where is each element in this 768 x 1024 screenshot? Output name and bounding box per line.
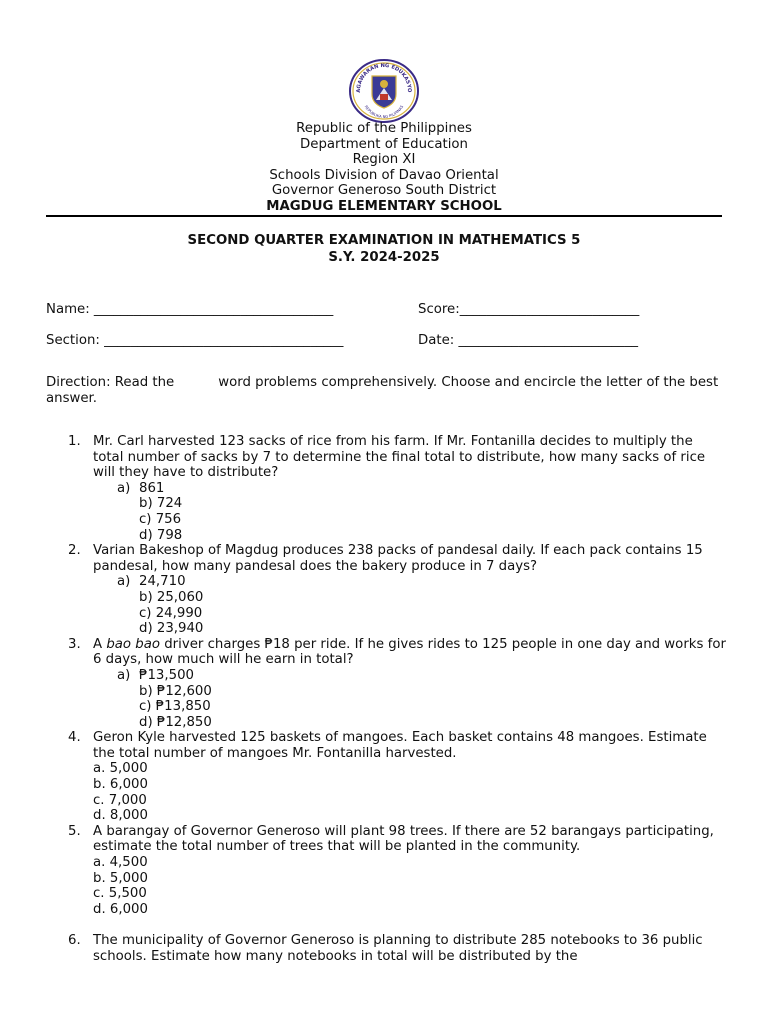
- choice-label: a): [117, 480, 131, 496]
- question-text: Geron Kyle harvested 125 baskets of mangoes. Each basket contains 48 mangoes. Estimate the total number of mangoes Mr. Fontanilla harvested.: [93, 730, 707, 761]
- choice-d[interactable]: d. 6,000: [93, 901, 148, 917]
- direction-text: [46, 375, 726, 406]
- question-6: [46, 933, 726, 964]
- choice-list: [93, 761, 726, 823]
- choice-list: [93, 481, 726, 543]
- choice-b[interactable]: b) 724: [139, 496, 183, 512]
- choice-list: [93, 855, 726, 917]
- question-1: [46, 434, 726, 543]
- question-number: 4.: [68, 730, 81, 746]
- question-text-emphasis: bao bao: [106, 636, 161, 652]
- header-republic: Republic of the Philippines: [296, 121, 472, 136]
- direction-after: word problems comprehensively. Choose and encircle the letter of the best answer.: [46, 375, 719, 406]
- choice-c[interactable]: c) ₱13,850: [139, 699, 211, 715]
- choice-list: [93, 574, 726, 636]
- name-field[interactable]: Name: ____________________________________: [46, 302, 334, 317]
- choice-d[interactable]: d) ₱12,850: [139, 714, 212, 730]
- section-field[interactable]: Section: ____________________________________: [46, 333, 344, 348]
- header-divider: [46, 215, 722, 217]
- header-division: Schools Division of Davao Oriental: [269, 167, 499, 183]
- choice-a[interactable]: [93, 574, 726, 590]
- question-5: [46, 824, 726, 918]
- choice-a[interactable]: [93, 668, 726, 684]
- question-text-post: driver charges ₱18 per ride. If he gives rides to 125 people in one day and works for 6 days, how much will he earn in total?: [93, 636, 726, 668]
- header-department: Department of Education: [300, 136, 468, 152]
- choice-b[interactable]: b. 6,000: [93, 777, 148, 793]
- exam-title-line1: SECOND QUARTER EXAMINATION IN MATHEMATICS 5: [187, 233, 581, 248]
- date-field[interactable]: Date: ___________________________: [418, 333, 638, 348]
- choice-value: 24,710: [139, 574, 186, 590]
- deped-seal-icon: [348, 58, 420, 124]
- choice-b[interactable]: b) ₱12,600: [139, 683, 212, 699]
- choice-value: 861: [139, 480, 165, 496]
- header-region: Region XI: [352, 152, 416, 168]
- question-number: 1.: [68, 434, 81, 449]
- question-spacer: [46, 917, 726, 933]
- question-text: The municipality of Governor Generoso is planning to distribute 285 notebooks to 36 public schools. Estimate how many notebooks in total will be distributed by the: [93, 933, 703, 964]
- choice-d[interactable]: d) 23,940: [139, 621, 204, 637]
- question-text: Varian Bakeshop of Magdug produces 238 packs of pandesal daily. If each pack contains 15 pandesal, how many pandesal does the bakery produce in 7 days?: [93, 543, 703, 574]
- seal-top-text: AGAWARAN NG EDUKASYO: [355, 62, 413, 93]
- question-3: [46, 637, 726, 731]
- choice-c[interactable]: c) 756: [139, 511, 182, 527]
- question-4: [46, 730, 726, 824]
- deped-seal: [348, 58, 420, 124]
- question-2: [46, 543, 726, 637]
- exam-title: [0, 233, 768, 267]
- choice-a[interactable]: a. 5,000: [93, 761, 148, 777]
- choice-value: ₱13,500: [139, 667, 194, 683]
- choice-label: a): [117, 574, 131, 590]
- question-text: A barangay of Governor Generoso will plant 98 trees. If there are 52 barangays participating, estimate the total number of trees that will be planted in the community.: [93, 823, 714, 855]
- direction-before: Direction: Read the: [46, 375, 175, 390]
- school-name: MAGDUG ELEMENTARY SCHOOL: [266, 198, 502, 214]
- choice-b[interactable]: b) 25,060: [139, 589, 204, 605]
- question-text: Mr. Carl harvested 123 sacks of rice from his farm. If Mr. Fontanilla decides to multiply the total number of sacks by 7 to determine the final total to distribute, how many sacks of rice will they have to distribute?: [93, 434, 706, 481]
- question-number: 5.: [68, 823, 81, 839]
- score-field[interactable]: Score:___________________________: [418, 302, 640, 317]
- choice-c[interactable]: c. 7,000: [93, 792, 147, 808]
- choice-d[interactable]: d) 798: [139, 527, 183, 543]
- choice-c[interactable]: c) 24,990: [139, 605, 203, 621]
- question-text: [93, 637, 726, 668]
- choice-c[interactable]: c. 5,500: [93, 886, 147, 902]
- question-number: 6.: [68, 933, 81, 948]
- choice-a[interactable]: a. 4,500: [93, 855, 148, 871]
- exam-school-year: S.Y. 2024-2025: [328, 250, 440, 265]
- choice-b[interactable]: b. 5,000: [93, 870, 148, 886]
- question-number: 2.: [68, 543, 81, 559]
- question-number: 3.: [68, 636, 81, 652]
- question-list: [46, 434, 726, 964]
- seal-bottom-text: REPUBLIKA NG PILIPINAS: [363, 104, 405, 120]
- choice-list: [93, 668, 726, 730]
- choice-a[interactable]: [93, 481, 726, 497]
- choice-label: a): [117, 667, 131, 683]
- header-district: Governor Generoso South District: [271, 183, 497, 199]
- letterhead: [0, 121, 768, 215]
- question-text-pre: A: [93, 636, 107, 652]
- choice-d[interactable]: d. 8,000: [93, 808, 148, 824]
